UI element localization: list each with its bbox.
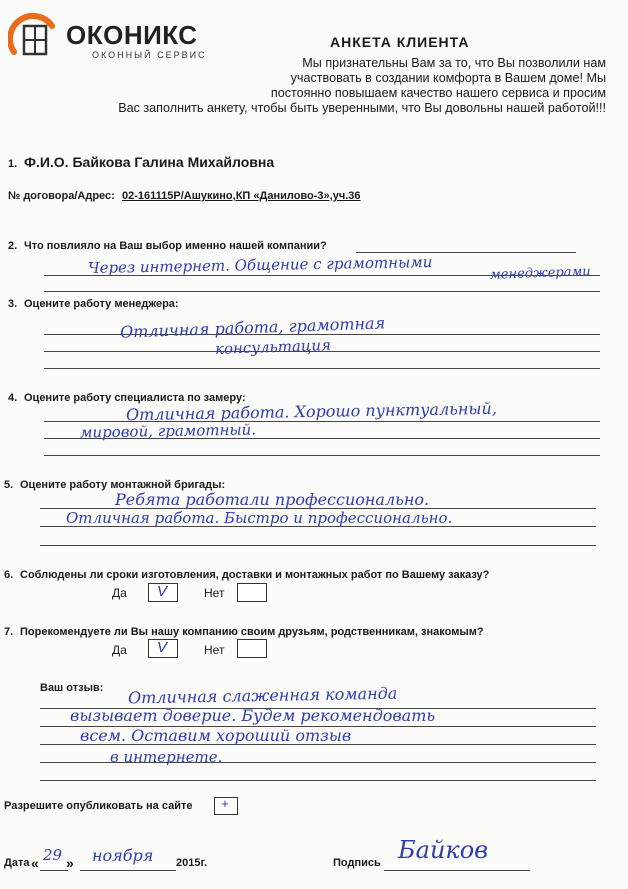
answer-line <box>44 455 600 456</box>
date-day: 29 <box>43 846 63 864</box>
date-month-line <box>80 870 176 871</box>
no-label: Нет <box>204 586 225 600</box>
answer-2-line-1: Через интернет. Общение с грамотными <box>87 252 433 278</box>
question-number: 6. <box>4 569 14 581</box>
date-open-quote: « <box>31 855 39 871</box>
yes-label: Да <box>112 643 127 657</box>
no-checkbox[interactable] <box>237 583 267 602</box>
question-6-label: Соблюдены ли сроки изготовления, доставки и монтажных работ по Вашему заказу? <box>20 569 490 581</box>
answer-3-line-2: консультация <box>214 335 332 359</box>
date-month: ноября <box>92 846 154 865</box>
answer-5-line-1: Ребята работали профессионально. <box>115 490 430 509</box>
publish-label: Разрешите опубликовать на сайте <box>4 800 193 812</box>
contract-label: № договора/Адрес: <box>8 190 115 202</box>
answer-line <box>44 368 600 369</box>
question-4-label: Оцените работу специалиста по замеру: <box>24 392 246 404</box>
answer-line <box>40 780 596 781</box>
answer-line <box>44 291 600 292</box>
question-number: 5. <box>4 479 14 491</box>
no-checkbox[interactable] <box>237 639 267 658</box>
answer-5-line-2: Отличная работа. Быстро и профессионально. <box>66 509 453 527</box>
question-number: 1. <box>8 158 18 170</box>
contract-value: 02-161115Р/Ашукино,КП «Данилово-3»,уч.36 <box>122 190 361 202</box>
fio-label: Ф.И.О. <box>24 154 69 170</box>
date-close-quote: » <box>66 855 74 871</box>
answer-4-line-1: Отличная работа. Хорошо пунктуальный, <box>125 398 497 425</box>
date-day-line <box>40 870 68 871</box>
brand-subtitle: ОКОННЫЙ СЕРВИС <box>92 50 207 60</box>
signature: Байков <box>398 836 489 864</box>
yes-checkbox[interactable] <box>148 639 178 658</box>
check-mark-icon: V <box>157 583 168 600</box>
fio-field <box>24 154 274 170</box>
review-line-4: в интернете. <box>110 748 223 766</box>
publish-checkbox[interactable] <box>214 797 238 815</box>
intro-text <box>40 56 606 116</box>
review-line-2: вызывает доверие. Будем рекомендовать <box>70 706 436 725</box>
question-3-label: Оцените работу менеджера: <box>24 298 179 310</box>
yes-label: Да <box>112 586 127 600</box>
question-number: 3. <box>8 298 18 310</box>
intro-line: участвовать в создании комфорта в Вашем доме! Мы <box>290 71 606 85</box>
review-line-3: всем. Оставим хороший отзыв <box>80 726 352 745</box>
date-year: 2015г. <box>176 857 208 869</box>
brand-name: ОКОНИКС <box>66 20 198 50</box>
check-mark-icon: V <box>157 639 168 656</box>
date-label: Дата <box>4 857 30 869</box>
answer-line <box>40 545 596 546</box>
question-2-label: Что повлияло на Ваш выбор именно нашей компании? <box>24 240 327 252</box>
check-mark-icon: + <box>221 796 229 811</box>
signature-label: Подпись <box>333 857 381 869</box>
question-number: 4. <box>8 392 18 404</box>
form-title: АНКЕТА КЛИЕНТА <box>330 34 470 50</box>
fio-value: Байкова Галина Михайловна <box>72 154 275 170</box>
answer-2-line-2: менеджерами <box>489 264 591 283</box>
question-5-label: Оцените работу монтажной бригады: <box>20 479 226 491</box>
answer-4-line-2: мировой, грамотный. <box>79 420 257 442</box>
no-label: Нет <box>204 643 225 657</box>
intro-line: постоянно повышаем качество нашего сервиса и просим <box>270 86 606 100</box>
intro-line: Мы признательны Вам за то, что Вы позволили нам <box>302 56 606 70</box>
yes-checkbox[interactable] <box>148 583 178 602</box>
review-label: Ваш отзыв: <box>40 682 104 694</box>
question-number: 7. <box>4 626 14 638</box>
question-7-label: Порекомендуете ли Вы нашу компанию своим друзьям, родственникам, знакомым? <box>20 626 484 638</box>
intro-line: Вас заполнить анкету, чтобы быть уверенными, что Вы довольны нашей работой!!! <box>118 101 606 115</box>
review-line-1: Отличная слаженная команда <box>127 683 398 708</box>
question-number: 2. <box>8 240 18 252</box>
signature-line <box>384 870 530 871</box>
answer-3-line-1: Отличная работа, грамотная <box>119 313 386 342</box>
